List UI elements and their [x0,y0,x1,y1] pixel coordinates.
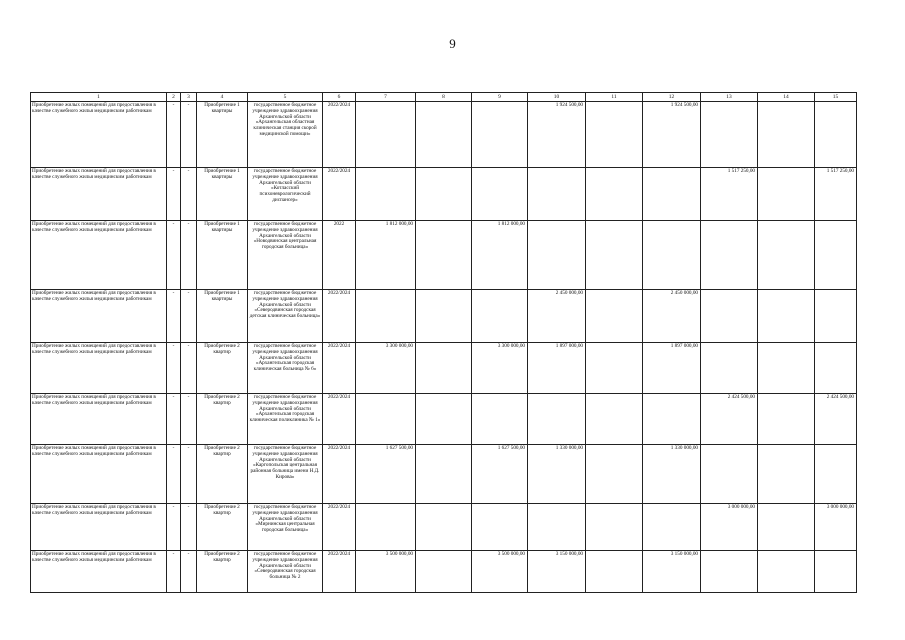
table-cell [701,102,758,168]
table-cell: 1 812 000,00 [472,221,528,290]
table-cell: Приобретение жилых помещений для предоставления в качестве служебного жилья медицинским работникам [31,445,167,504]
table-cell: 1 897 000,00 [528,343,586,394]
table-cell: Приобретение жилых помещений для предоставления в качестве служебного жилья медицинским работникам [31,290,167,343]
table-cell [643,221,701,290]
table-cell [472,290,528,343]
table-cell: 1 517 250,00 [815,168,857,221]
table-cell: государственное бюджетное учреждение здравоохранения Архангельской области «Архангельская областная клиническая станция скорой медицинской помощи» [248,102,323,168]
table-cell [758,394,815,445]
table-cell: 1 517 250,00 [701,168,758,221]
table-cell [528,394,586,445]
table-row [31,290,857,343]
table-cell: - [181,102,197,168]
table-row [31,504,857,551]
table-cell: 2022/2024 [323,290,356,343]
table-row [31,343,857,394]
table-cell: - [167,290,181,343]
table-cell: Приобретение 2 квартир [197,394,248,445]
table-cell: 2 450 000,00 [643,290,701,343]
table-cell [643,168,701,221]
column-header: 6 [323,93,356,102]
table-cell [416,221,472,290]
table-cell [356,168,416,221]
table-cell: - [181,445,197,504]
table-cell: Приобретение жилых помещений для предоставления в качестве служебного жилья медицинским работникам [31,394,167,445]
column-header: 15 [815,93,857,102]
table-cell [416,551,472,593]
table-cell: Приобретение жилых помещений для предоставления в качестве служебного жилья медицинским работникам [31,551,167,593]
table-cell: 2 424 500,00 [815,394,857,445]
table-cell: - [167,168,181,221]
table-cell: 3 300 000,00 [472,343,528,394]
table-cell: - [167,221,181,290]
table-cell: - [167,102,181,168]
table-cell: Приобретение жилых помещений для предоставления в качестве служебного жилья медицинским работникам [31,504,167,551]
column-header: 1 [31,93,167,102]
column-header: 14 [758,93,815,102]
table-cell: 2022/2024 [323,504,356,551]
table-cell: Приобретение 2 квартир [197,445,248,504]
table-cell: Приобретение 1 квартиры [197,168,248,221]
table-cell [416,445,472,504]
column-header: 12 [643,93,701,102]
table-cell [586,102,643,168]
table-cell [815,290,857,343]
table-cell: 2022/2024 [323,551,356,593]
table-cell: 1 812 000,00 [356,221,416,290]
table-cell: государственное бюджетное учреждение здравоохранения Архангельской области «Архангельская городская клиническая поликлиника № 1» [248,394,323,445]
table-cell [701,343,758,394]
table-cell: 1 924 500,00 [643,102,701,168]
table-cell [701,445,758,504]
table-row [31,445,857,504]
table-cell: 2022/2024 [323,445,356,504]
table-cell [586,445,643,504]
table-cell: - [181,343,197,394]
table-cell: Приобретение жилых помещений для предоставления в качестве служебного жилья медицинским работникам [31,102,167,168]
table-cell [472,102,528,168]
table-cell [758,343,815,394]
table-row [31,394,857,445]
table-cell [643,504,701,551]
table-cell [815,445,857,504]
table-cell [356,504,416,551]
table-cell: 3 300 000,00 [356,343,416,394]
table-cell: 1 897 000,00 [643,343,701,394]
table-cell: 1 924 500,00 [528,102,586,168]
column-header: 2 [167,93,181,102]
table-cell [586,221,643,290]
column-header: 4 [197,93,248,102]
table-cell: 2022 [323,221,356,290]
table-cell [758,504,815,551]
table-cell [472,394,528,445]
table-cell: 2 450 000,00 [528,290,586,343]
table-cell: государственное бюджетное учреждение здравоохранения Архангельской области «Котласский психоневрологический диспансер» [248,168,323,221]
table-cell: 1 330 000,00 [643,445,701,504]
table-cell [758,551,815,593]
table-cell: - [167,445,181,504]
table-cell [416,168,472,221]
column-header: 3 [181,93,197,102]
table-cell: Приобретение жилых помещений для предоставления в качестве служебного жилья медицинским работникам [31,168,167,221]
table-cell [416,394,472,445]
table-cell: Приобретение 2 квартир [197,551,248,593]
table-cell: 3 150 000,00 [528,551,586,593]
table-cell [586,343,643,394]
column-header: 7 [356,93,416,102]
table-cell: - [167,343,181,394]
table-cell: государственное бюджетное учреждение здравоохранения Архангельской области «Архангельская городская клиническая больница № 6» [248,343,323,394]
table-cell: 1 627 500,00 [356,445,416,504]
table-cell [701,290,758,343]
table-cell [758,290,815,343]
column-header: 10 [528,93,586,102]
table-cell [586,290,643,343]
table-cell: - [181,290,197,343]
table-cell: 1 627 500,00 [472,445,528,504]
table-cell [528,504,586,551]
table-cell: - [181,221,197,290]
table-row [31,102,857,168]
table-cell: Приобретение 1 квартиры [197,290,248,343]
column-header: 5 [248,93,323,102]
table-cell: 2022/2024 [323,343,356,394]
table-row [31,551,857,593]
table-cell: 3 500 000,00 [472,551,528,593]
table-cell [758,102,815,168]
header-row [31,93,857,102]
table-cell [416,504,472,551]
table-cell [701,551,758,593]
table-cell: 3 000 000,00 [815,504,857,551]
table-cell [586,551,643,593]
table-cell: - [167,551,181,593]
table-cell [758,445,815,504]
table-row [31,221,857,290]
table-cell [586,168,643,221]
table-cell: 3 500 000,00 [356,551,416,593]
table-cell: Приобретение 2 квартир [197,343,248,394]
table-cell: 2022/2024 [323,102,356,168]
table-cell: 2022/2024 [323,168,356,221]
table-cell: - [181,551,197,593]
table-cell [815,551,857,593]
table-cell [472,504,528,551]
table-cell [701,221,758,290]
table-cell: государственное бюджетное учреждение здравоохранения Архангельской области «Северодвинская городская больница № 2 [248,551,323,593]
table-cell [356,290,416,343]
table-cell: государственное бюджетное учреждение здравоохранения Архангельской области «Новодвинская центральная городская больница» [248,221,323,290]
table-cell [416,290,472,343]
table-cell [815,343,857,394]
table-cell: 3 150 000,00 [643,551,701,593]
table-cell: - [181,168,197,221]
table-cell [758,221,815,290]
column-header: 9 [472,93,528,102]
table-row [31,168,857,221]
table-cell: - [181,504,197,551]
table-cell: государственное бюджетное учреждение здравоохранения Архангельской области «Мирнинская центральная городская больница» [248,504,323,551]
table-cell [528,168,586,221]
table-cell: 2 424 500,00 [701,394,758,445]
table-cell: Приобретение жилых помещений для предоставления в качестве служебного жилья медицинским работникам [31,221,167,290]
table-cell [528,221,586,290]
page-number: 9 [449,36,456,51]
table-cell [643,394,701,445]
table-cell [472,168,528,221]
table-cell: - [181,394,197,445]
table-cell [356,394,416,445]
table-cell: Приобретение 1 квартиры [197,221,248,290]
column-header: 8 [416,93,472,102]
table-cell: государственное бюджетное учреждение здравоохранения Архангельской области «Каргопольская центральная районная больница имени Н.Д. Кирова» [248,445,323,504]
table-cell: Приобретение жилых помещений для предоставления в качестве служебного жилья медицинским работникам [31,343,167,394]
column-header: 13 [701,93,758,102]
table-cell: государственное бюджетное учреждение здравоохранения Архангельской области «Северодвинская городская детская клиническая больница» [248,290,323,343]
table-cell [586,394,643,445]
table-cell: 1 330 000,00 [528,445,586,504]
column-header: 11 [586,93,643,102]
table-cell [586,504,643,551]
budget-table [30,92,857,593]
table-cell [416,102,472,168]
table-cell [815,102,857,168]
table-cell [416,343,472,394]
table-cell: - [167,394,181,445]
table-cell: Приобретение 1 квартиры [197,102,248,168]
table-cell: Приобретение 2 квартир [197,504,248,551]
table-cell [356,102,416,168]
table-cell: 3 000 000,00 [701,504,758,551]
table-cell [758,168,815,221]
table-cell [815,221,857,290]
table-cell: - [167,504,181,551]
table-cell: 2022/2024 [323,394,356,445]
